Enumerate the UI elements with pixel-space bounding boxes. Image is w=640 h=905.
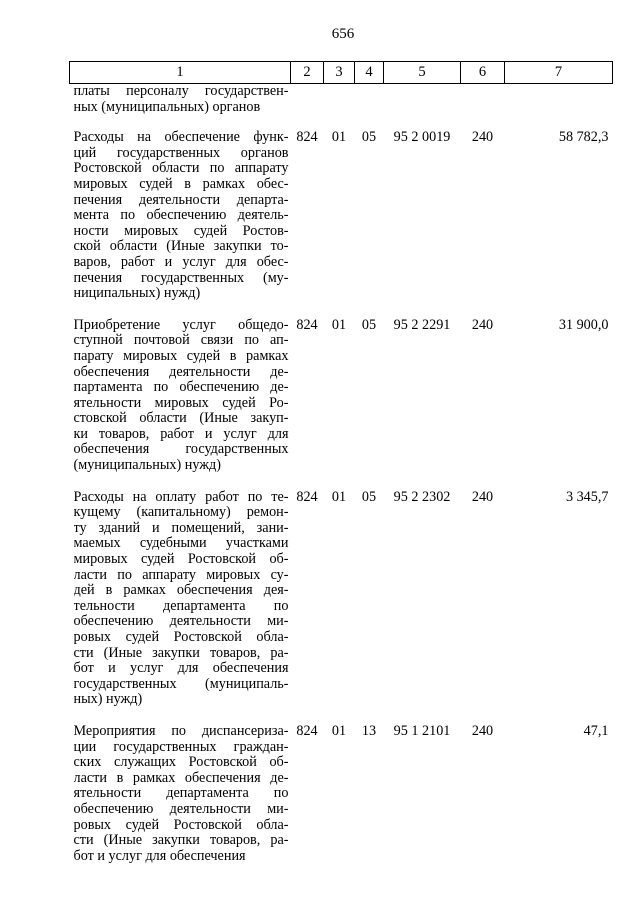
description-line: (муниципальных) нужд) [73, 458, 221, 474]
description-line: Мероприятия по диспансериза- [73, 723, 289, 739]
column-header: 4 [355, 62, 384, 84]
chapter-code: 824 [296, 488, 318, 505]
description-line: ровых судей Ростовской обла- [73, 817, 289, 833]
amount-value: 47,1 [583, 722, 609, 739]
section-code: 01 [331, 722, 347, 739]
table-row [70, 724, 613, 880]
budget-table [69, 61, 613, 880]
description-line: печения государственных (му- [73, 270, 289, 286]
description-line: мировых судей Ростовской об- [73, 552, 289, 568]
description-line: платы персоналу государствен- [73, 84, 289, 99]
description-line: маемых судебными участками [73, 536, 289, 552]
subsection-code: 05 [361, 129, 377, 146]
description-line: печения деятельности департа- [73, 192, 289, 208]
page-number: 656 [331, 26, 355, 42]
section-code: 01 [331, 316, 347, 333]
description-line: партамента по обеспечению де- [73, 380, 289, 396]
description-line: мента по обеспечению деятель- [73, 208, 289, 224]
expense-type-code: 240 [471, 316, 494, 333]
chapter-code [291, 84, 324, 131]
column-header: 3 [324, 62, 355, 84]
amount-value: 31 900,0 [558, 316, 609, 333]
row-description [70, 318, 291, 490]
table-row [70, 490, 613, 724]
row-description [70, 724, 291, 880]
subsection-code [355, 84, 384, 131]
subsection-code: 05 [361, 316, 377, 333]
description-line: ступной почтовой связи по ап- [73, 333, 289, 349]
description-line: дей в рамках обеспечения дея- [73, 583, 289, 599]
amount-value: 58 782,3 [558, 129, 609, 146]
subsection-code: 13 [361, 722, 377, 739]
description-line: обеспечению деятельности ми- [73, 801, 289, 817]
chapter-code: 824 [296, 316, 318, 333]
row-description [70, 130, 291, 318]
description-line: ятельности департамента по [73, 786, 289, 802]
description-line: Расходы на оплату работ по те- [73, 489, 289, 505]
row-description [70, 490, 291, 724]
table-row [70, 130, 613, 318]
description-line: Приобретение услуг общедо- [73, 317, 289, 333]
description-line: обеспечения государственных [73, 442, 289, 458]
target-article-code: 95 2 2291 [393, 316, 451, 333]
column-header: 5 [384, 62, 461, 84]
description-line: стовской области (Иные закуп- [73, 411, 289, 427]
table-header-row [70, 62, 613, 84]
chapter-code: 824 [296, 722, 318, 739]
description-line: ту зданий и помещений, зани- [73, 520, 289, 536]
description-line: ласти по аппарату мировых су- [73, 567, 289, 583]
column-header: 1 [70, 62, 291, 84]
description-line: ций государственных органов [73, 145, 289, 161]
description-line: бот и услуг для обеспечения [73, 848, 246, 864]
description-line: ровых судей Ростовской обла- [73, 630, 289, 645]
table-row [70, 318, 613, 490]
description-line: ности мировых судей Ростов- [73, 223, 289, 239]
description-line: ской области (Иные закупки то- [73, 239, 289, 255]
row-description [70, 84, 291, 131]
section-code [324, 84, 355, 131]
target-article-code: 95 1 2101 [393, 722, 451, 739]
expense-type-code: 240 [471, 129, 494, 146]
target-article-code [384, 84, 461, 131]
chapter-code: 824 [296, 129, 318, 146]
description-line: ки товаров, работ и услуг для [73, 426, 289, 442]
expense-type-code [461, 84, 505, 131]
description-line: обеспечению деятельности ми- [73, 614, 289, 630]
description-line: обеспечения деятельности де- [73, 364, 289, 380]
description-line: Ростовской области по аппарату [73, 161, 289, 177]
description-line: мировых судей в рамках обес- [73, 176, 289, 192]
description-line: Расходы на обеспечение функ- [73, 130, 289, 146]
description-line: кущему (капитальному) ремон- [73, 505, 289, 521]
description-line: ции государственных граждан- [73, 739, 289, 755]
section-code: 01 [331, 488, 347, 505]
description-line: ских служащих Ростовской об- [73, 755, 289, 771]
description-line: государственных (муниципаль- [73, 676, 289, 692]
target-article-code: 95 2 0019 [393, 129, 451, 146]
description-line: варов, работ и услуг для обес- [73, 254, 289, 270]
description-line: парату мировых судей в рамках [73, 348, 289, 364]
description-line: сти (Иные закупки товаров, ра- [73, 833, 289, 849]
target-article-code: 95 2 2302 [393, 488, 451, 505]
subsection-code: 05 [361, 488, 377, 505]
column-header: 6 [461, 62, 505, 84]
column-header: 7 [505, 62, 613, 84]
amount-value: 3 345,7 [565, 488, 609, 505]
description-line: сти (Иные закупки товаров, ра- [73, 645, 289, 661]
description-line: ных (муниципальных) органов [73, 99, 261, 115]
description-line: ласти в рамках обеспечения де- [73, 770, 289, 786]
description-line: бот и услуг для обеспечения [73, 661, 289, 677]
table-row [70, 84, 613, 131]
description-line: ных) нужд) [73, 692, 143, 708]
amount-value [505, 84, 613, 131]
description-line: ниципальных) нужд) [73, 286, 201, 302]
expense-type-code: 240 [471, 722, 494, 739]
section-code: 01 [331, 129, 347, 146]
description-line: ятельности мировых судей Ро- [73, 395, 289, 411]
description-line: тельности департамента по [73, 598, 289, 614]
expense-type-code: 240 [471, 488, 494, 505]
column-header: 2 [291, 62, 324, 84]
